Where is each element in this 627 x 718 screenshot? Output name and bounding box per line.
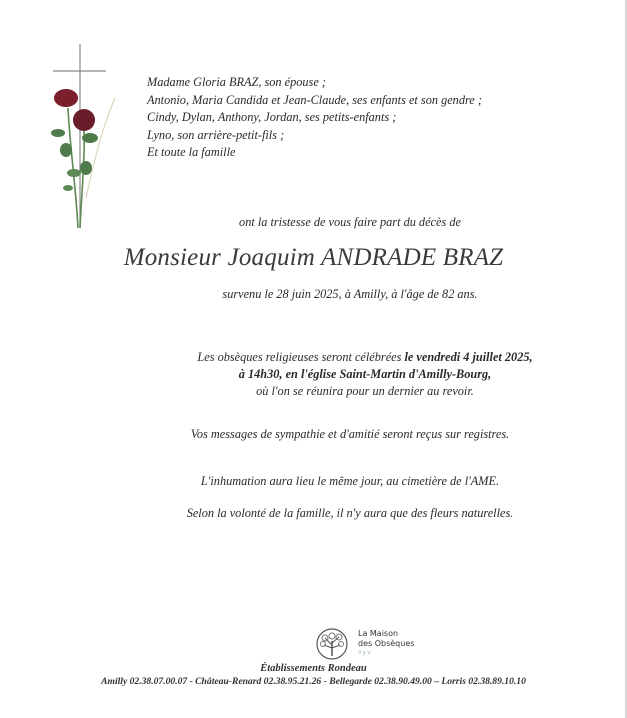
rose-bloom <box>54 89 78 107</box>
family-line: Antonio, Maria Candida et Jean-Claude, ses enfants et son gendre ; <box>147 92 482 107</box>
deceased-name: Monsieur Joaquim ANDRADE BRAZ <box>123 244 504 271</box>
rose-bloom <box>73 109 95 131</box>
funeral-home-logo <box>314 627 414 661</box>
logo-line2: des Obsèques <box>358 638 415 648</box>
funeral-line3: où l'on se réunira pour un dernier au revoir. <box>256 384 474 398</box>
tree-icon <box>314 627 350 661</box>
family-line: Madame Gloria BRAZ, son épouse ; <box>147 75 326 89</box>
contact-numbers: Amilly 02.38.07.00.07 - Château-Renard 02.38.95.21.26 - Bellegarde 02.38.90.49.00 – Lorris 02.38.89.10.10 <box>101 676 526 687</box>
inhumation-text: L'inhumation aura lieu le même jour, au cimetière de l'AME. <box>200 474 500 488</box>
family-list <box>147 74 482 162</box>
logo-sub: vyv <box>358 649 372 656</box>
flowers-text: Selon la volonté de la famille, il n'y aura que des fleurs naturelles. <box>186 506 514 520</box>
family-line: Cindy, Dylan, Anthony, Jordan, ses petits-enfants ; <box>147 110 397 125</box>
funeral-time-place: à 14h30, en l'église Saint-Martin d'Amilly-Bourg, <box>238 367 492 381</box>
rose-cross-icon <box>40 38 130 233</box>
logo-line1: La Maison <box>358 629 399 638</box>
funeral-line1-plain: Les obsèques religieuses seront célébrées <box>197 350 405 364</box>
establishment-name: Établissements Rondeau <box>260 663 367 674</box>
funeral-details <box>160 349 570 400</box>
family-line: Lyno, son arrière-petit-fils ; <box>147 127 285 142</box>
messages-text: Vos messages de sympathie et d'amitié seront reçus sur registres. <box>190 427 510 441</box>
logo-text <box>358 629 414 648</box>
family-line: Et toute la famille <box>147 145 236 160</box>
death-details: survenu le 28 juin 2025, à Amilly, à l'âge de 82 ans. <box>222 287 478 301</box>
funeral-date: le vendredi 4 juillet 2025, <box>404 350 533 364</box>
intro-text: ont la tristesse de vous faire part du décès de <box>239 215 461 229</box>
